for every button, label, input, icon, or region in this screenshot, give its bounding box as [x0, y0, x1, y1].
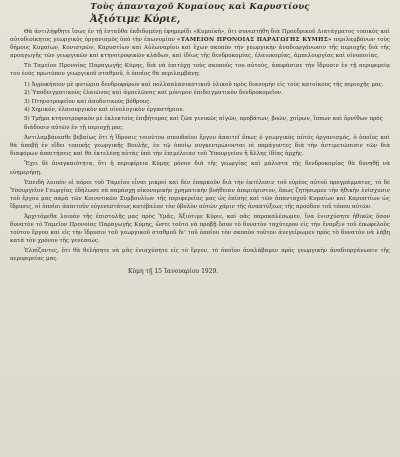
list-item: 3) Πτηνοτροφεῖον καὶ ἀποδοτικοὺς βόθρους. [24, 98, 152, 105]
intro-paragraph [10, 28, 390, 60]
purposes-intro: Τὸ Ταμεῖον Προνοίας Παραγωγῆς Κύμης, διὰ νὰ ἐπιτύχῃ τοὺς σκοποὺς του αὐτούς, ἀπεφάσισε τὴν ἵδρυσιν ἐν τῇ περιφερείᾳ του ἑνὸς πρωτύπου γεωργικοῦ σταθμοῦ, ὁ ὁποῖος θὰ περιλαμβάνῃ: [10, 63, 390, 78]
paragraph: Ἀρχιτόμεθα λοιπὸν τῆς ἐπιστολῆς μας πρὸς Ὑμᾶς, Ἀξιότιμε Κύριε, καὶ σᾶς παρακαλέσωμεν, ἵνα ἐνισχύσητε ἠθικῶς ὅσον δυνατὸν τὸ Ταμεῖον Προνοίας Παραγωγῆς Κύμης, ὥστε τοῦτο νὰ προβῇ ὅσον τὸ δυνατὸν ταχύτερον εἰς τὴν ἔναρξιν τοῦ ἐπωφελοῦς τούτου ἔργου καὶ εἰς τὴν ἵδρυσιν τοῦ γεωργικοῦ σταθμοῦ δι' τοῦ ὁποίου τὸν σκοπὸν τοῦτον ἀνεγείρωμεν πρὸς τὸ δυνατὸν νὰ λάβῃ κατὰ τὸν χρόνον τῆς γενέσεως. [10, 213, 390, 245]
letter-body [10, 2, 390, 276]
intro-text-cont: περιλαμβάνων τοὺς δήμους Κυμαίων, Κονιστρῶν, Καρυστίων καὶ Αὐλωναρίου καὶ ἔχων σκοπὸν τὴν γεωργικὴν ἀναδιοργάνωσιν τῆς περιοχῆς διὰ τῆς προαγωγῆς τῶν γεωργικῶν καὶ κτηνοτροφικῶν κλάδων, καὶ ἰδίως τῆς δενδροκομίας, ἐλαιοκομίας, ἀμπελουργίας καὶ οἰνοποιίας. [10, 37, 390, 60]
paragraph: Ἀντιλαμβάνεσθε βεβαίως ὅτι ἡ ἵδρυσις τοιούτου σπουδαίου ἔργου ἀπαιτεῖ ὅπως ὁ γεωργικὸς αὐτὸς ὀργανισμός, ὁ ὁποῖος καὶ θὰ ἀποβῇ ἐν εἴδει τοπικῆς γεωργικῆς Βουλῆς, ἐν τῷ ὁποίῳ συγκεντρώνονται οἱ παράγοντες διὰ τὴν ἀντιμετώπισιν τῶν διὰ διαφόρων ἀπαιτήσεις καὶ θὰ ἐκτελέσῃ αὐτὰς ὑπὸ τὴν ἐπιμέλειαν τοῦ Ὑπουργείου ἢ ἄλλης ἰδίας ἀρχῆς. [10, 135, 390, 158]
organization-name: «ΤΑΜΕΙΟΝ ΠΡΟΝΟΙΑΣ ΠΑΡΑΓΩΓΗΣ ΚΥΜΗΣ» [176, 37, 332, 44]
letter-heading: Τοὺς ἁπανταχοῦ Κυμαίους καὶ Καρυστίους [90, 2, 310, 12]
paragraph: Ἐπειδὴ λοιπὸν οἱ πόροι τοῦ Ταμείου εἶναι μικροὶ καὶ δὲν ἐπαρκοῦν διὰ τὴν ἐκτέλεσιν τοῦ εὐρέος αὐτοῦ προγράμματος, τὸ δὲ Ὑπουργεῖον Γεωργίας ἐδήλωσε νὰ παράσχῃ οἰκονομικὴν χρηματικὴν βοήθειαν ἀπεριόριστον, ὅπως ζητήσωμεν τὴν ἠθικὴν ἐνίσχυσιν τοῦ ἔργου μας παρὰ τῶν Κοινοτικῶν Συμβουλίων τῆς περιφερείας μας ὡς ἐπίσης καὶ τῶν ἁπανταχοῦ Κυμαίων καὶ Καρυστίων ὡς ἵδρυσις, οἱ ὁποῖοι ἀπαιτοῦν εὐγενεστάτως κατέβαλον τὸν ὀβολὸν αὐτῶν χάριν τῆς ἀναπτύξεως τῆς προόδου τοῦ τόπου αὐτῶν. [10, 179, 390, 210]
list-item: 5) Τμῆμα κτηνοτροφικὸν μὲ ἐκλεκτοὺς ἐπιβήτορας καὶ ζῶα γενικῶς αἰγῶν, προβάτων, βοῶν, χοίρων, ἵππων καὶ ὀρνίθων πρὸς διάδοσιν αὐτῶν ἐν τῇ περιοχῇ μας. [24, 115, 383, 131]
date-line: Κύμη τῇ 15 Ἰανουαρίου 1929. [128, 267, 219, 275]
salutation: Ἀξιότιμε Κύριε, [90, 14, 181, 25]
list-item: 1) Ἀγροκήπιον μὲ φυτώρια δενδροφόρων καὶ πολλαπλασιαστικοῦ ὑλικοῦ πρὸς διανομὴν εἰς τοὺς κατοίκους τῆς περιοχῆς μας. [24, 81, 384, 88]
list-item: 4) Χημικόν, ἐλαιουργικὸν καὶ οἰνολογικὸν ἐργαστήριον. [24, 107, 185, 114]
intro-text: Θὰ ἀντιλήφθητε ἴσως ἐν τῇ ἐνταῦθα ἐκδιδομένῃ ἐφημερίδι «Κυμαϊκή», ὅτι συνεστήθη διὰ Προεδρικοῦ Διατάγματος τοπικὸς καὶ αὐτοδιοίκητος γεωργικὸς ὀργανισμὸς ὑπὸ τὴν ἐπωνυμίαν [10, 29, 390, 44]
list-item: 2) Ὑποδειγματικοὺς ἐλαιῶνας καὶ ἀμπελῶνας καὶ μόνιμον ἐπιδειγματικὸν δενδροκομεῖον. [24, 90, 283, 97]
paragraph: Ἐλπίζοντες, ὅτι θὰ θελήσητε νὰ μᾶς ἐνισχύσητε εἰς τὸ ἔργον, τὸ ὁποῖον ἀναλάβαμεν πρὸς γεωργικὴν ἀναδιοργάνωσιν τῆς περιφερείας μας. [10, 248, 390, 263]
purposes-list [10, 81, 390, 133]
paragraph: Ἔχει δὲ ἀναγκαιότητα, ὅτι ἡ περιφέρεια Κύμης μόνον διὰ τῆς γεωργίας καὶ μάλιστα τῆς δενδροκομίας θὰ δυνηθῇ νὰ εὐημερήσῃ. [10, 161, 390, 176]
